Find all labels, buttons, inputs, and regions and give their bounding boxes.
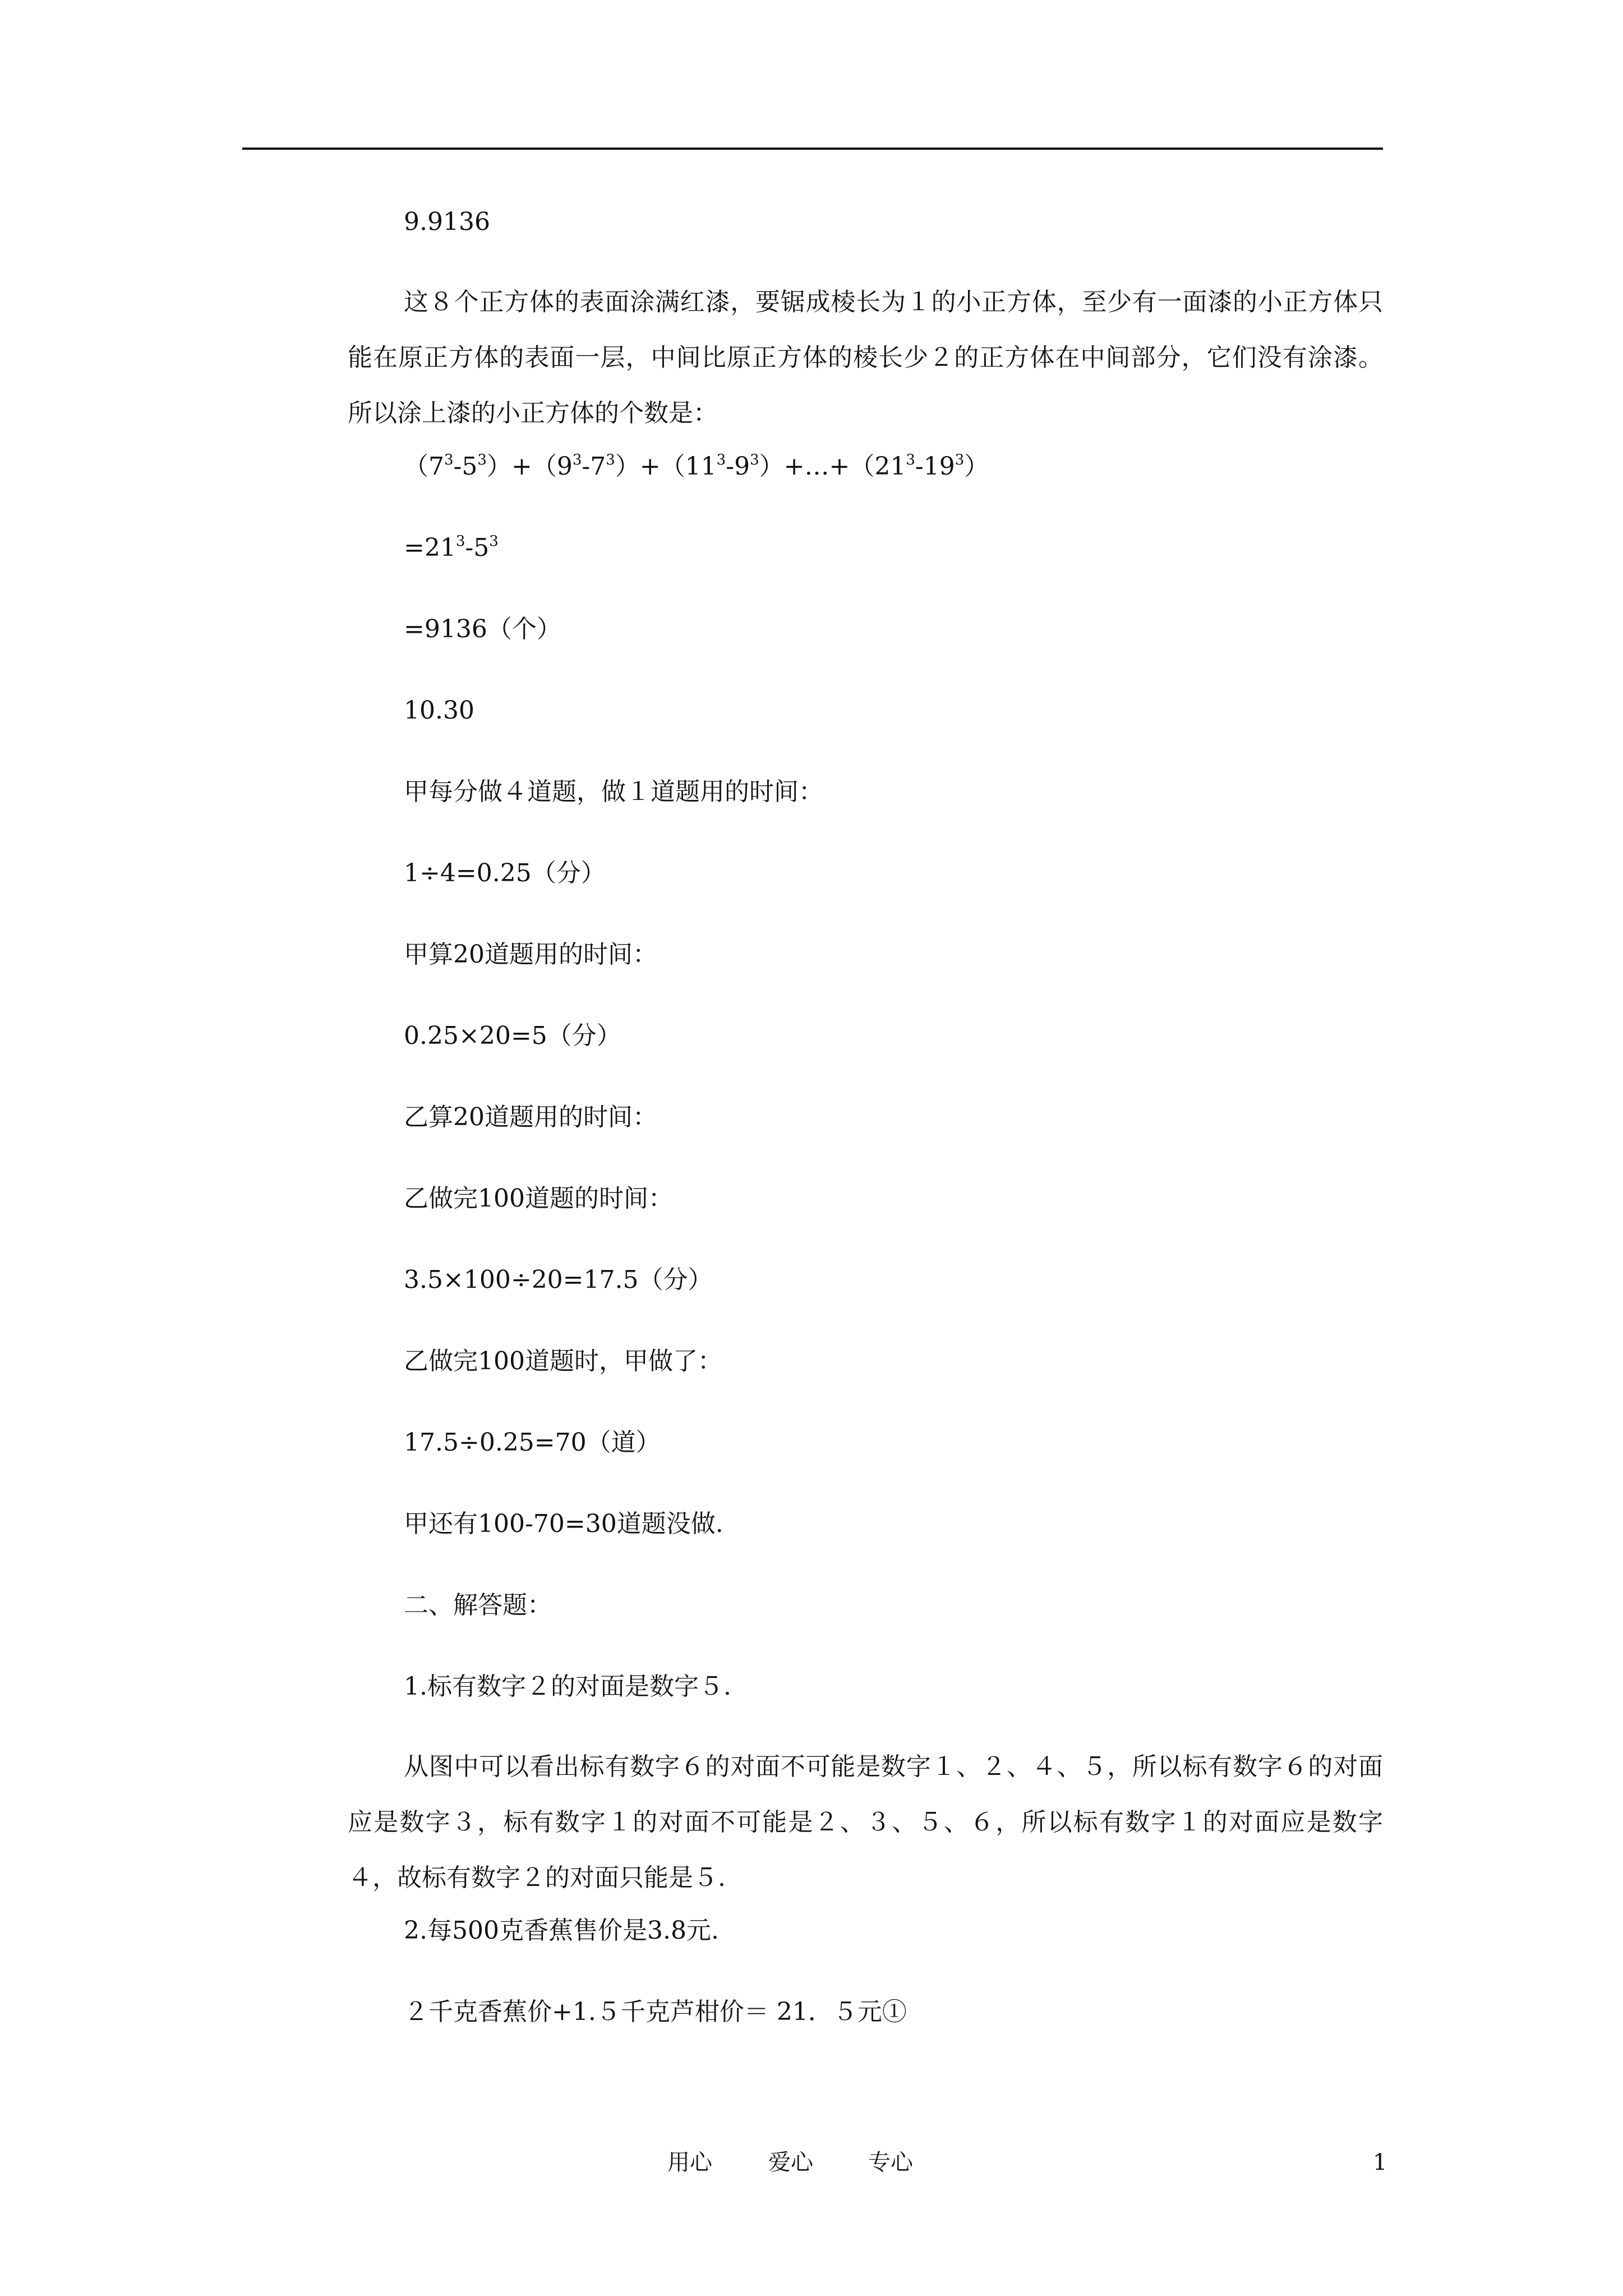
answer-1-heading: 1.标有数字２的对面是数字５. xyxy=(404,1672,731,1701)
text-line: 甲每分做４道题，做１道题用的时间： xyxy=(404,777,823,806)
text-line: 甲算20道题用的时间： xyxy=(404,940,657,969)
equation-sum-of-differences: $(7^3-5^3)+(9^3-7^3)+(11^3-9^3)+\dots+(21^3-19^3)$ xyxy=(404,452,989,481)
equation-line: 1÷4=0.25（分） xyxy=(404,859,606,887)
page-number: 1 xyxy=(1373,2150,1387,2175)
equation-line: 0.25×20=5（分） xyxy=(404,1022,621,1050)
section-heading: 二、解答题： xyxy=(404,1591,552,1619)
text-line: 甲还有100-70=30道题没做. xyxy=(404,1510,723,1538)
equation-line: ２千克香蕉价+1.５千克芦柑价＝ 21．５元① xyxy=(404,1998,907,2026)
answer-2-heading: 2.每500克香蕉售价是3.8元. xyxy=(404,1916,719,1945)
footer-slogan-3: 专心 xyxy=(868,2150,913,2175)
header-rule xyxy=(242,148,1383,150)
footer-slogan-2: 爱心 xyxy=(768,2150,813,2175)
equation-line: 3.5×100÷20=17.5（分） xyxy=(404,1266,713,1294)
text-line: 乙做完100道题的时间： xyxy=(404,1184,673,1213)
equation-simplified: $=21^3-5^3$ xyxy=(404,533,499,562)
footer-slogan-1: 用心 xyxy=(667,2150,712,2175)
equation-result: =9136（个） xyxy=(404,615,561,643)
text-line: 乙算20道题用的时间： xyxy=(404,1103,657,1131)
answer-1-explanation: 从图中可以看出标有数字６的对面不可能是数字１、２、４、５，所以标有数字６的对面应是数字３，标有数字１的对面不可能是２、３、５、６，所以标有数字１的对面应是数字４，故标有数字２的对面只能是５. xyxy=(348,1752,1383,1892)
equation-line: 17.5÷0.25=70（道） xyxy=(404,1428,661,1457)
answer-10-heading: 10.30 xyxy=(404,696,474,725)
text-line: 乙做完100道题时，甲做了： xyxy=(404,1347,722,1375)
answer-9-heading: 9.9136 xyxy=(404,208,490,236)
answer-9-explanation: 这８个正方体的表面涂满红漆，要锯成棱长为１的小正方体，至少有一面漆的小正方体只能在原正方体的表面一层，中间比原正方体的棱长少２的正方体在中间部分，它们没有涂漆。所以涂上漆的小正方体的个数是： xyxy=(348,288,1383,427)
